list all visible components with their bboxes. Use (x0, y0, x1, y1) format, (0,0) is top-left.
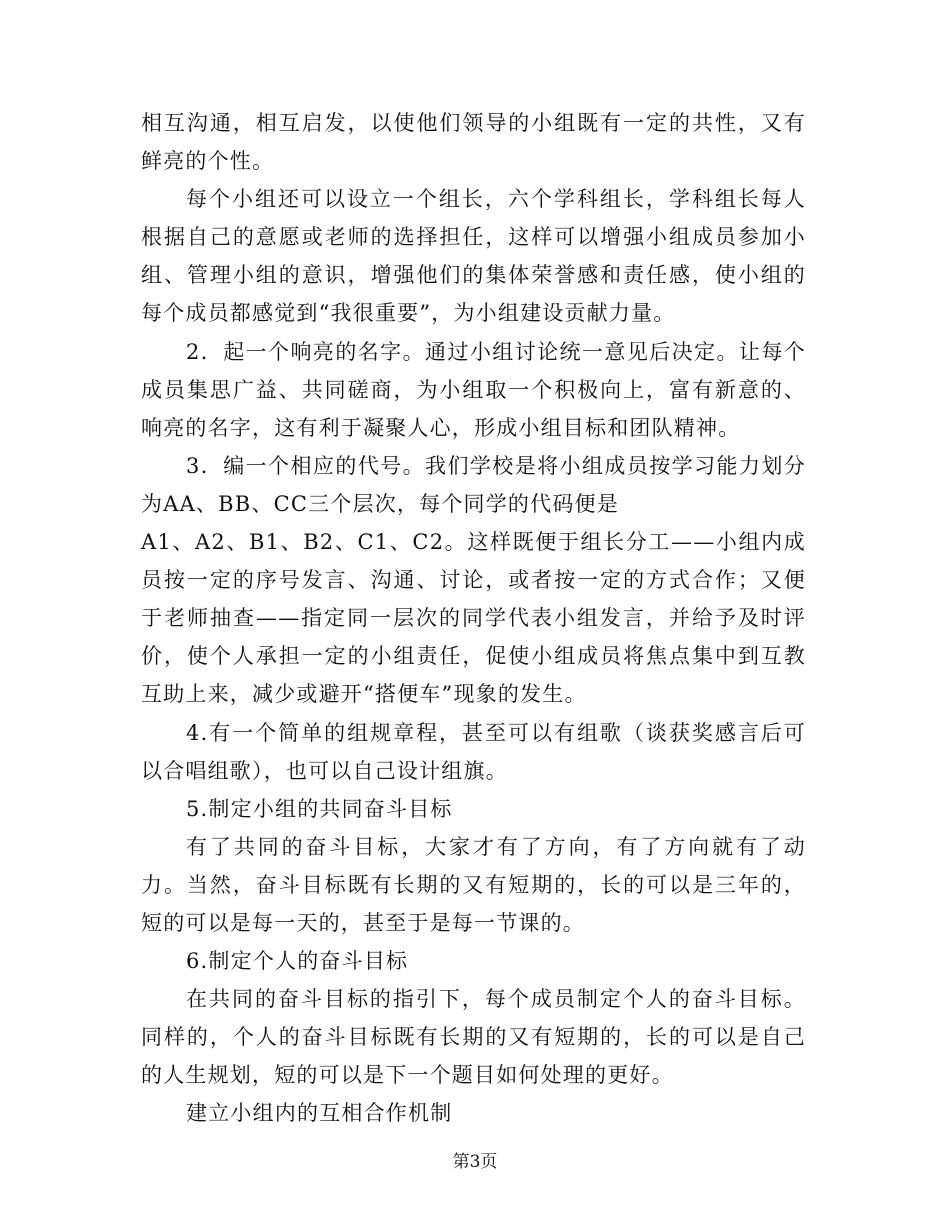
heading-personal-goal: 6.制定个人的奋斗目标 (186, 949, 409, 974)
heading-common-goal: 5.制定小组的共同奋斗目标 (186, 796, 453, 821)
document-body (141, 104, 806, 1133)
paragraph-continuation: 相互沟通，相互启发，以使他们领导的小组既有一定的共性，又有鲜亮的个性。 (141, 111, 806, 174)
paragraph-group-name: 2．起一个响亮的名字。通过小组讨论统一意见后决定。让每个成员集思广益、共同磋商，为小组取一个积极向上，富有新意的、响亮的名字，这有利于凝聚人心，形成小组目标和团队精神。 (141, 339, 806, 440)
page-number: 第3页 (452, 1152, 498, 1172)
paragraph-group-leader: 每个小组还可以设立一个组长，六个学科组长，学科组长每人根据自己的意愿或老师的选择担任，这样可以增强小组成员参加小组、管理小组的意识，增强他们的集体荣誉感和责任感，使小组的每个成员都感觉到“我很重要”，为小组建设贡献力量。 (141, 187, 806, 326)
paragraph-personal-goal: 在共同的奋斗目标的指引下，每个成员制定个人的奋斗目标。同样的，个人的奋斗目标既有长期的又有短期的，长的可以是自己的人生规划，短的可以是下一个题目如何处理的更好。 (141, 987, 806, 1088)
heading-cooperation-mechanism: 建立小组内的互相合作机制 (186, 1101, 453, 1126)
paragraph-group-code: 3．编一个相应的代号。我们学校是将小组成员按学习能力划分为AA、BB、CC三个层次，每个同学的代码便是 (141, 453, 806, 516)
paragraph-group-rules: 4.有一个简单的组规章程，甚至可以有组歌（谈获奖感言后可以合唱组歌），也可以自己设计组旗。 (141, 720, 806, 783)
paragraph-code-explanation: A1、A2、B1、B2、C1、C2。这样既便于组长分工——小组内成员按一定的序号发言、沟通、讨论，或者按一定的方式合作；又便于老师抽查——指定同一层次的同学代表小组发言，并给予及时评价，使个人承担一定的小组责任，促使小组成员将焦点集中到互教互助上来，减少或避开“搭便车”现象的发生。 (141, 530, 806, 707)
paragraph-common-goal: 有了共同的奋斗目标，大家才有了方向，有了方向就有了动力。当然，奋斗目标既有长期的又有短期的，长的可以是三年的，短的可以是每一天的，甚至于是每一节课的。 (141, 834, 806, 935)
